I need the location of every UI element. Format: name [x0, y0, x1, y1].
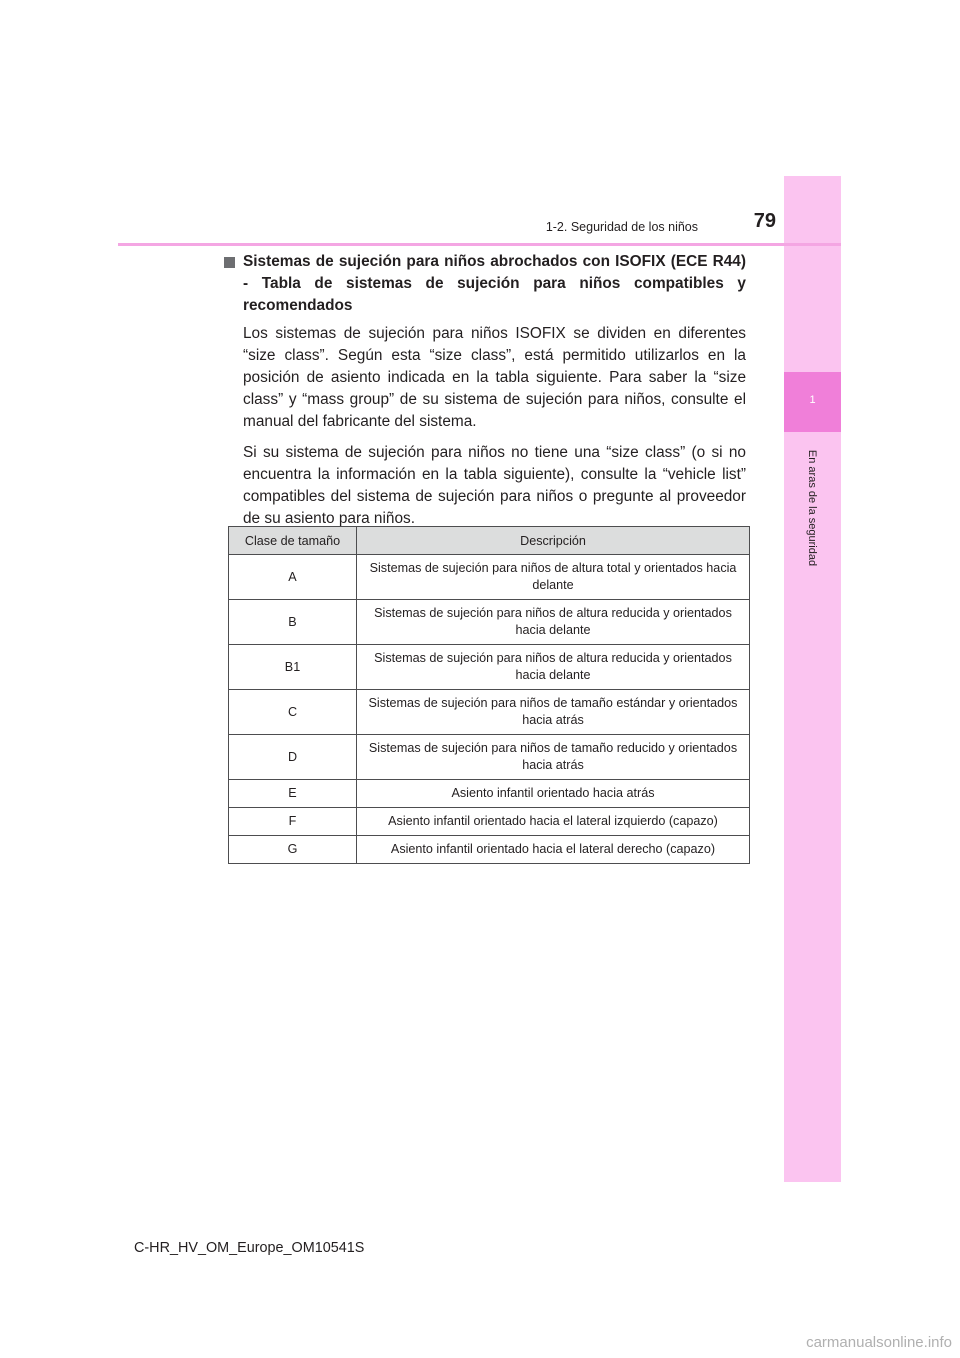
- cell-size-class: B1: [229, 645, 357, 690]
- column-header-description: Descripción: [357, 527, 750, 555]
- cell-size-class: E: [229, 780, 357, 808]
- cell-size-class: C: [229, 690, 357, 735]
- cell-description: Sistemas de sujeción para niños de altura reducida y orientados hacia delante: [357, 645, 750, 690]
- cell-size-class: F: [229, 808, 357, 836]
- body-paragraph-1: Los sistemas de sujeción para niños ISOFIX se dividen en diferentes “size class”. Según esta “size class”, está permitido utilizarlos en la posición de asiento indicada en la tabla siguiente. Para saber la “size class” y “mass group” de su sistema de sujeción para niños, consulte el manual del fabricante del sistema.: [243, 325, 746, 430]
- cell-description: Sistemas de sujeción para niños de tamaño estándar y orientados hacia atrás: [357, 690, 750, 735]
- section-heading: Sistemas de sujeción para niños abrochados con ISOFIX (ECE R44) - Tabla de sistemas de sujeción para niños compatibles y recomendados: [243, 253, 746, 314]
- table-row: [229, 555, 750, 600]
- column-header-size-class: Clase de tamaño: [229, 527, 357, 555]
- cell-size-class: G: [229, 836, 357, 864]
- table-row: [229, 735, 750, 780]
- cell-size-class: D: [229, 735, 357, 780]
- cell-size-class: A: [229, 555, 357, 600]
- cell-description: Asiento infantil orientado hacia el lateral derecho (capazo): [357, 836, 750, 864]
- content-section: [224, 251, 746, 530]
- table-header-row: [229, 527, 750, 555]
- cell-description: Sistemas de sujeción para niños de tamaño reducido y orientados hacia atrás: [357, 735, 750, 780]
- square-bullet-icon: [224, 257, 235, 268]
- table-row: [229, 836, 750, 864]
- table-row: [229, 690, 750, 735]
- cell-description: Asiento infantil orientado hacia el lateral izquierdo (capazo): [357, 808, 750, 836]
- table-row: [229, 780, 750, 808]
- section-title: 1-2. Seguridad de los niños: [545, 220, 698, 234]
- size-class-table: [228, 526, 750, 864]
- cell-description: Sistemas de sujeción para niños de altura reducida y orientados hacia delante: [357, 600, 750, 645]
- table-row: [229, 645, 750, 690]
- table-row: [229, 600, 750, 645]
- watermark: carmanualsonline.info: [806, 1334, 952, 1351]
- cell-size-class: B: [229, 600, 357, 645]
- cell-description: Asiento infantil orientado hacia atrás: [357, 780, 750, 808]
- body-paragraph-2: Si su sistema de sujeción para niños no tiene una “size class” (o si no encuentra la información en la tabla siguiente), consulte la “vehicle list” compatibles del sistema de sujeción para niños o pregunte al proveedor de su asiento para niños.: [243, 444, 746, 527]
- chapter-number: 1: [784, 372, 841, 432]
- table-row: [229, 808, 750, 836]
- chapter-label: En aras de la seguridad: [806, 449, 818, 567]
- side-tab: [784, 176, 841, 1182]
- page-number: 79: [753, 210, 776, 232]
- cell-description: Sistemas de sujeción para niños de altura total y orientados hacia delante: [357, 555, 750, 600]
- header-rule: [118, 243, 841, 246]
- document-id: C-HR_HV_OM_Europe_OM10541S: [134, 1240, 365, 1256]
